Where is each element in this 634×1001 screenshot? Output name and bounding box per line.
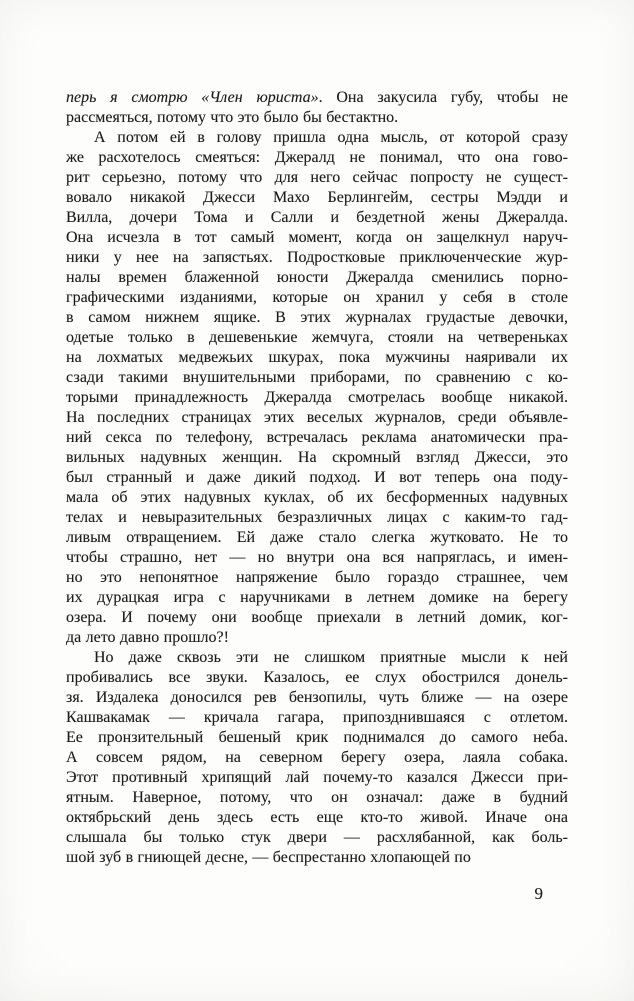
text-line: озера. И почему они вообще приехали в летний домик, ког- — [66, 609, 568, 626]
text-line: мала об этих надувных куклах, об их бесформенных надувных — [66, 489, 568, 506]
text-line: Вилла, дочери Тома и Салли и бездетной жены Джералда. — [66, 209, 568, 226]
text-line: на лохматых медвежьих шкурах, пока мужчины наяривали их — [66, 349, 568, 366]
text-line: в самом нижнем ящике. В этих журналах грудастые девочки, — [66, 309, 568, 326]
text-line: Ее пронзительный бешеный крик поднимался до самого неба. — [66, 729, 568, 746]
text-line: торыми принадлежность Джералда смотрелась вообще никакой. — [66, 389, 568, 406]
text-line: налы времен блаженной юности Джералда сменились порно- — [66, 269, 568, 286]
text-line: слышала бы только стук двери — расхлябанной, как боль- — [66, 829, 568, 846]
text-line: перь я смотрю «Член юриста». Она закусила губу, чтобы не — [66, 89, 569, 106]
text-line: одетые только в дешевенькие жемчуга, стояли на четвереньках — [66, 329, 568, 346]
text-line: ливым отвращением. Ей даже стало слегка жутковато. Не то — [66, 529, 568, 546]
text-line: Она исчезла в тот самый момент, когда он защелкнул наруч- — [66, 229, 568, 246]
text-line: их дурацкая игра с наручниками в летнем домике на берегу — [66, 589, 568, 606]
text-line: же расхотелось смеяться: Джералд не понимал, что она гово- — [66, 149, 568, 166]
text-line: вильных надувных женщин. На скромный взгляд Джесси, это — [66, 449, 568, 466]
text-line: ятным. Наверное, потому, что он означал: даже в будний — [66, 789, 568, 806]
text-line: да лето давно прошло?! — [66, 629, 229, 646]
paragraph — [66, 648, 568, 868]
text-line: вовало никакой Джесси Махо Берлингейм, сестры Мэдди и — [66, 189, 568, 206]
text-line: На последних страницах этих веселых журналов, среди объявле- — [66, 409, 568, 426]
text-block — [66, 88, 568, 868]
text-line: графическими изданиями, которые он хранил у себя в столе — [66, 289, 568, 306]
text-line: ний секса по телефону, встречалась реклама анатомически пра- — [66, 429, 568, 446]
text-line: чтобы страшно, нет — но внутри она вся напряглась, и имен- — [66, 549, 568, 566]
paragraph — [66, 88, 568, 128]
text-line: зя. Издалека доносился рев бензопилы, чуть ближе — на озере — [66, 689, 568, 706]
text-line: А совсем рядом, на северном берегу озера, лаяла собака. — [66, 749, 568, 766]
text-line: Кашвакамак — кричала гагара, припозднившаяся с отлетом. — [66, 709, 568, 726]
text-line: октябрьский день здесь есть еще кто-то живой. Иначе она — [66, 809, 568, 826]
text-line: Но даже сквозь эти не слишком приятные мысли к ней — [94, 649, 568, 666]
paragraph — [66, 128, 568, 648]
text-line: А потом ей в голову пришла одна мысль, от которой сразу — [94, 129, 568, 146]
text-line: Этот противный хрипящий лай почему-то казался Джесси при- — [66, 769, 568, 786]
text-line: пробивались все звуки. Казалось, ее слух обострился донель- — [66, 669, 568, 686]
text-line: рит серьезно, потому что для него сейчас попросту не сущест- — [66, 169, 568, 186]
text-line: шой зуб в гниющей десне, — беспрестанно хлопающей по — [66, 849, 471, 866]
text-line: рассмеяться, потому что это было бы бестактно. — [66, 109, 399, 126]
text-line: ники у нее на запястьях. Подростковые приключенческие жур- — [66, 249, 568, 266]
text-line: но это непонятное напряжение было гораздо страшнее, чем — [66, 569, 568, 586]
text-line: был странный и даже дикий подход. И вот теперь она поду- — [66, 469, 568, 486]
text-line: телах и невыразительных безразличных лицах с каким-то гад- — [66, 509, 568, 526]
italic-phrase: перь я смотрю «Член юриста» — [66, 89, 319, 106]
page-number: 9 — [534, 884, 543, 903]
text-line: сзади такими внушительными приборами, по сравнению с ко- — [66, 369, 568, 386]
